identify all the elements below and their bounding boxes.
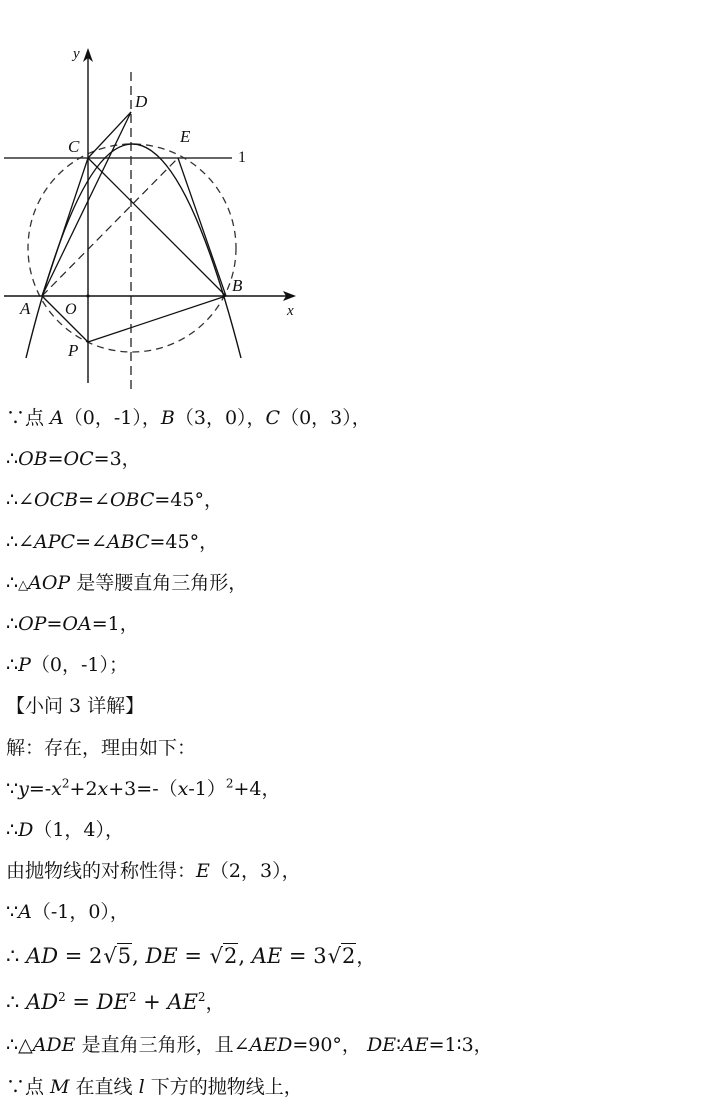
var: OB=OC [18, 448, 94, 471]
exponent: 2 [197, 990, 206, 1005]
text: ∴ [6, 571, 19, 594]
segment-ac [42, 158, 88, 296]
exponent: 2 [61, 776, 70, 791]
line-11 [6, 810, 718, 851]
line-6 [6, 604, 718, 645]
radicand: 2 [341, 944, 356, 969]
text: , [132, 944, 146, 969]
line-3 [6, 480, 718, 521]
text: =- [28, 777, 52, 800]
text: = 3 [282, 944, 327, 969]
var: AOP [28, 571, 71, 594]
sqrt-sign: √ [103, 944, 117, 969]
segment-dc [88, 112, 131, 158]
var: ABC [106, 530, 150, 553]
exponent: 2 [58, 990, 66, 1005]
var: OBC [109, 489, 155, 512]
segment-eb [178, 158, 226, 296]
text: -1） [188, 777, 226, 800]
text: ∴△ [6, 1034, 33, 1057]
text: =90°， [292, 1034, 361, 1057]
label-d: D [135, 92, 148, 111]
text: ， [205, 992, 225, 1015]
var: M [50, 1075, 70, 1098]
var: B [160, 407, 175, 429]
text: ， [356, 946, 376, 969]
var: C [265, 407, 281, 429]
segment-cb [88, 158, 226, 296]
line-5 [6, 563, 718, 604]
var: E [196, 860, 210, 883]
text: ∵点 [6, 407, 51, 429]
triangle-symbol: △ [18, 577, 29, 593]
text: （2，3）， [209, 860, 301, 883]
label-l: 1 [238, 149, 246, 166]
var: AED [249, 1034, 293, 1057]
text: =∠ [78, 489, 110, 512]
line-16 [6, 1025, 718, 1066]
var: DE [366, 1034, 397, 1057]
text: = [65, 990, 97, 1015]
var: OP=OA [18, 612, 92, 635]
text: ∴ [6, 818, 19, 841]
text: +3=-（ [108, 777, 178, 800]
var: A [18, 901, 32, 924]
text: ∴ [6, 448, 19, 471]
text: 是直角三角形，且∠ [75, 1034, 250, 1057]
origin-dot [86, 294, 89, 297]
var: y [18, 777, 29, 800]
label-p: P [68, 341, 79, 360]
text: =1， [91, 612, 139, 635]
var: l [138, 1075, 145, 1098]
text: =∠ [75, 530, 107, 553]
line-17 [6, 1067, 718, 1108]
line-2 [6, 439, 718, 480]
var: P [18, 654, 31, 677]
segment-ad [42, 112, 131, 296]
line-15 [6, 979, 718, 1025]
var: AD [26, 990, 59, 1015]
line-10 [6, 769, 718, 810]
text: ∵ [6, 901, 19, 924]
label-y: y [73, 46, 80, 62]
text: （0，-1）； [30, 654, 128, 677]
text: ∴∠ [6, 530, 35, 553]
label-c: C [68, 137, 80, 156]
solution-text [6, 398, 718, 1108]
text: =45°， [154, 489, 223, 512]
line-1 [6, 398, 718, 439]
var: x [177, 777, 189, 800]
label-e: E [180, 127, 191, 146]
text: （0，3）， [280, 407, 371, 429]
section-heading: 【小问 3 详解】 [6, 695, 145, 718]
text: +4， [233, 777, 281, 800]
text: 在直线 [69, 1075, 139, 1098]
var: D [18, 818, 34, 841]
line-8 [6, 686, 718, 727]
text: 下方的抛物线上， [144, 1075, 303, 1098]
var: DE [145, 944, 178, 969]
dashed-circle [28, 144, 236, 352]
var: AD [26, 944, 59, 969]
text: =3， [93, 448, 141, 471]
text: =1∶3， [428, 1034, 493, 1057]
geometry-figure [0, 30, 300, 390]
line-9 [6, 728, 718, 769]
text: （3，0）， [174, 407, 266, 429]
line-7 [6, 645, 718, 686]
text: ∵点 [6, 1075, 51, 1098]
exponent: 2 [225, 776, 234, 791]
label-b: B [232, 276, 243, 295]
text: = [177, 944, 209, 969]
var: OCB [34, 489, 79, 512]
text: ∵ [6, 777, 19, 800]
exponent: 2 [128, 990, 137, 1005]
line-12 [6, 851, 718, 892]
line-4 [6, 522, 718, 563]
label-a: A [20, 299, 31, 318]
text: ∴ [6, 990, 27, 1015]
text: ∴ [6, 654, 19, 677]
segment-pb [88, 296, 226, 342]
radicand: 2 [224, 944, 238, 969]
line-13 [6, 892, 718, 933]
text: 由抛物线的对称性得： [6, 860, 197, 883]
radicand: 5 [117, 944, 132, 969]
var: AE [401, 1034, 429, 1057]
var: AE [251, 944, 283, 969]
text: 解：存在，理由如下： [6, 736, 197, 759]
text: , [238, 944, 252, 969]
var: ADE [32, 1034, 76, 1057]
text: + [136, 990, 168, 1015]
text: 是等腰直角三角形， [70, 571, 248, 594]
text: ∴∠ [6, 489, 35, 512]
var: AE [167, 990, 198, 1015]
parabola [26, 144, 241, 358]
var: DE [96, 990, 129, 1015]
var: x [97, 777, 109, 800]
var: A [50, 407, 64, 429]
text: （0，-1）， [63, 407, 161, 429]
label-o: O [65, 301, 77, 318]
text: +2 [69, 777, 98, 800]
text: =45°， [149, 530, 219, 553]
text: ∴ [6, 612, 19, 635]
text: （1，4）， [33, 818, 125, 841]
text: = 2 [58, 944, 103, 969]
var: APC [34, 530, 76, 553]
label-x: x [287, 303, 294, 319]
text: （-1，0）， [31, 901, 129, 924]
sqrt-sign: √ [327, 944, 341, 969]
line-14 [6, 933, 718, 979]
text: ∴ [6, 944, 27, 969]
var: x [51, 777, 62, 800]
text: ∶ [396, 1034, 402, 1057]
sqrt-sign: √ [209, 944, 224, 969]
